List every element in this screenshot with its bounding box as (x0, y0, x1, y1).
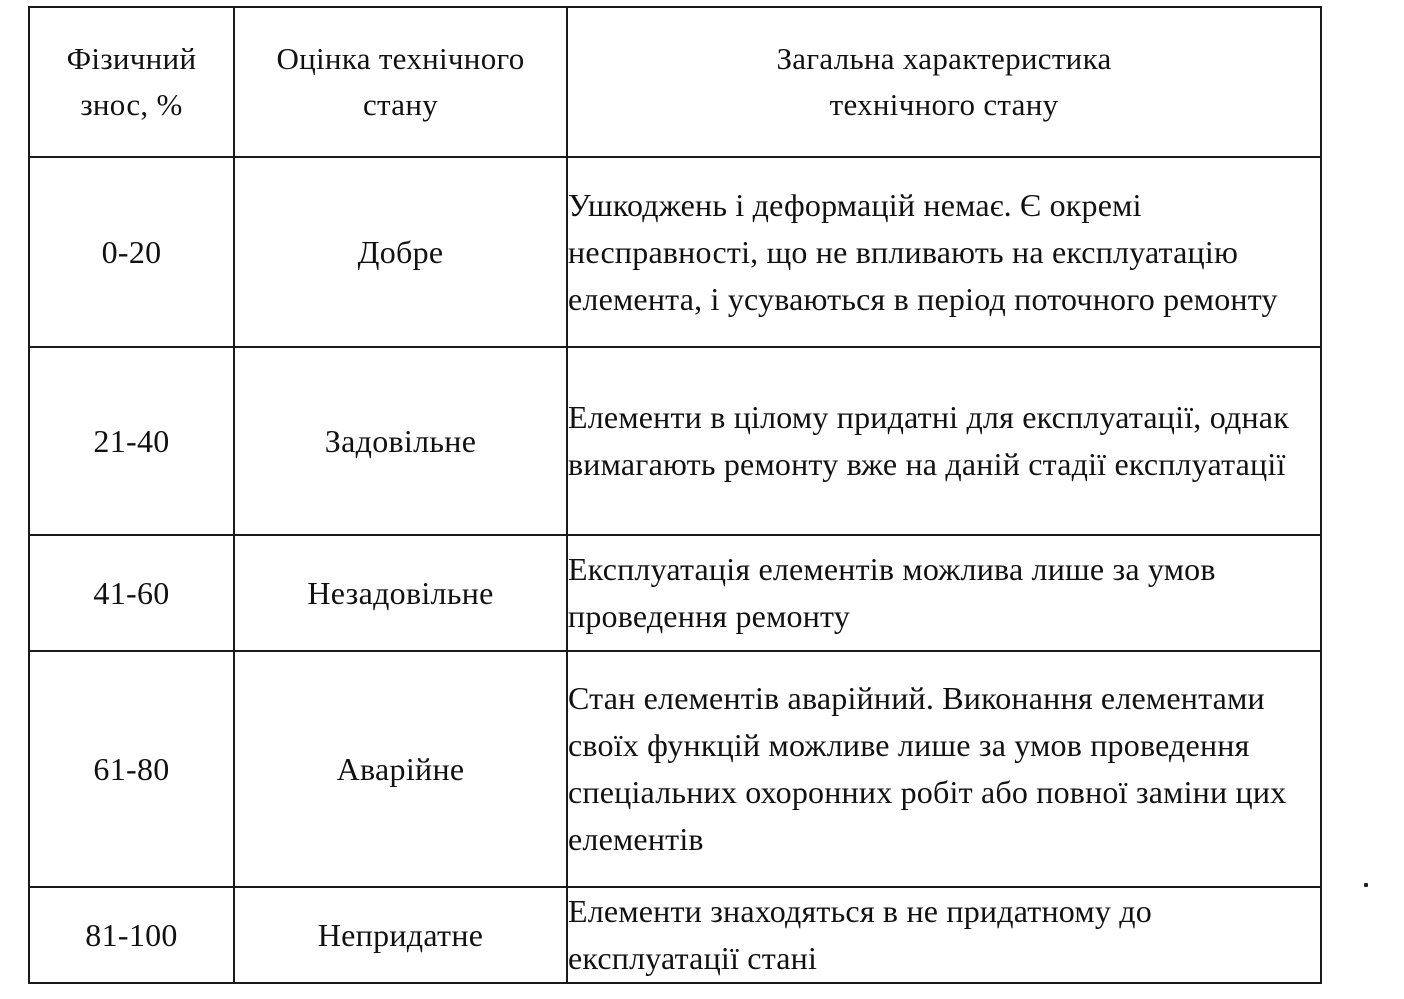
characteristic-cell: Елементи в цілому придатні для експлуатації, однак вимагають ремонту вже на даній стадії експлуатації (567, 347, 1321, 535)
wear-range-cell: 61-80 (29, 651, 234, 887)
header-condition-rating (234, 7, 567, 157)
wear-range-cell: 21-40 (29, 347, 234, 535)
table-row (29, 535, 1321, 651)
characteristic-cell: Експлуатація елементів можлива лише за умов проведення ремонту (567, 535, 1321, 651)
condition-rating-cell: Добре (234, 157, 567, 347)
characteristic-cell: Стан елементів аварійний. Виконання елементами своїх функцій можливе лише за умов проведення спеціальних охоронних робіт або повної заміни цих елементів (567, 651, 1321, 887)
technical-condition-table (28, 6, 1322, 984)
scan-speck (1364, 883, 1368, 887)
wear-range-cell: 41-60 (29, 535, 234, 651)
table-row (29, 157, 1321, 347)
table-row (29, 651, 1321, 887)
condition-rating-cell: Аварійне (234, 651, 567, 887)
characteristic-cell: Елементи знаходяться в не придатному до експлуатації стані (567, 887, 1321, 983)
wear-range-cell: 0-20 (29, 157, 234, 347)
table-row (29, 887, 1321, 983)
table-row (29, 347, 1321, 535)
header-physical-wear (29, 7, 234, 157)
header-physical-wear-line1: Фізичний (66, 41, 197, 76)
header-physical-wear-line2: знос, % (80, 87, 183, 122)
condition-rating-cell: Задовільне (234, 347, 567, 535)
wear-range-cell: 81-100 (29, 887, 234, 983)
condition-rating-cell: Незадовільне (234, 535, 567, 651)
header-general-characteristic (567, 7, 1321, 157)
header-condition-rating-line1: Оцінка технічного (276, 41, 525, 76)
condition-rating-cell: Непридатне (234, 887, 567, 983)
header-condition-rating-line2: стану (362, 87, 439, 122)
header-general-characteristic-line2: технічного стану (829, 87, 1059, 122)
header-general-characteristic-line1: Загальна характеристика (776, 41, 1112, 76)
characteristic-cell: Ушкоджень і деформацій немає. Є окремі несправності, що не впливають на експлуатацію елемента, і усуваються в період поточного ремонту (567, 157, 1321, 347)
table-header-row (29, 7, 1321, 157)
